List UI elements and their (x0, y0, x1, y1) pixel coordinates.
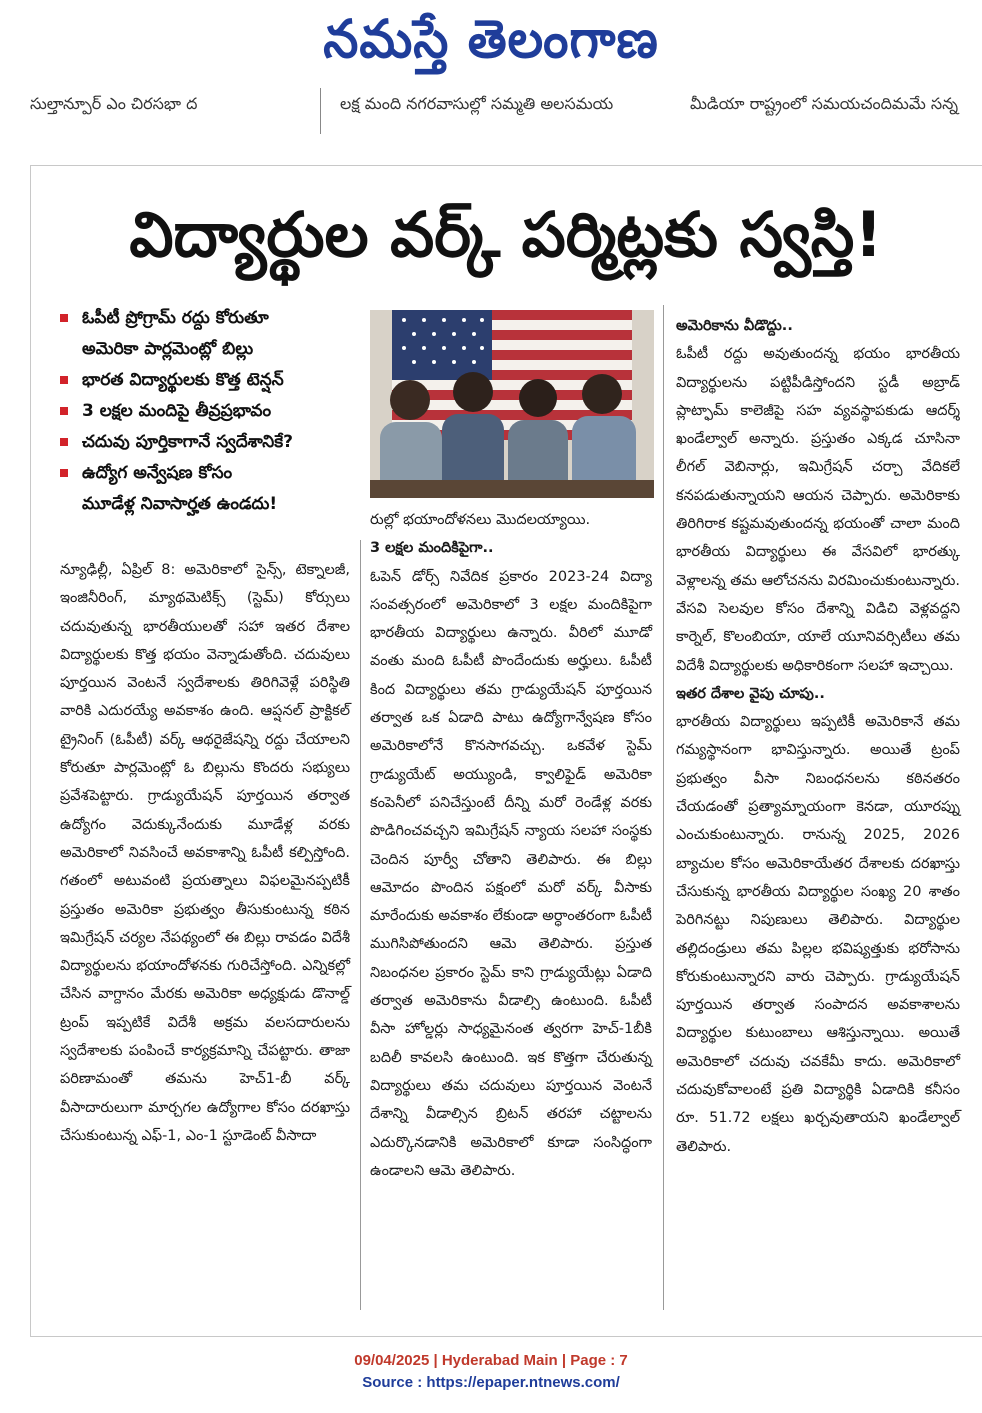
highlight-line: ఓపీటీ ప్రోగ్రామ్ రద్దు కోరుతూ (82, 308, 269, 328)
newspaper-logo: నమస్తే తెలంగాణ (323, 8, 659, 70)
highlights-list (58, 303, 358, 520)
paragraph: భారతీయ విద్యార్థులు ఇప్పటికీ అమెరికానే తమ గమ్యస్థానంగా భావిస్తున్నారు. అయితే ట్రంప్ ప్రభుత్వం వీసా నిబంధనలను కఠినతరం చేయడంతో ప్రత్యామ్నాయంగా కెనడా, యూరప్ను ఎంచుకుంటున్నారు. రానున్న 2025, 2026 బ్యాచుల కోసం అమెరికాయేతర దేశాలకు దరఖాస్తు చేసుకున్న భారతీయ విద్యార్థుల సంఖ్య 20 శాతం పెరిగినట్టు నిపుణులు తెలిపారు. విద్యార్థుల తల్లిదండ్రులు తమ పిల్లల భవిష్యత్తుకు భరోసాను కోరుకుంటున్నారని వారు చెప్పారు. గ్రాడ్యుయేషన్ పూర్తయిన తర్వాత సంపాదన అవకాశాలను విద్యార్థుల కుటుంబాలు ఆశిస్తున్నాయి. అయితే అమెరికాలో చదువు చవకేమీ కాదు. అమెరికాలో చదువుకోవాలంటే ప్రతి విద్యార్థికి ఏడాదికి కనీసం రూ. 51.72 లక్షలు ఖర్చవుతాయని ఖండేల్వాల్ తెలిపారు. (676, 714, 960, 1155)
masthead (0, 0, 982, 80)
highlight-line: మూడేళ్ల నివాసార్హత ఉండదు! (82, 494, 278, 514)
strip-text-left: సుల్తాన్పూర్ ఎం చిరసభా ద (30, 94, 198, 113)
subheading: అమెరికాను వీడొద్దు.. (676, 318, 793, 334)
subheading: 3 లక్షల మందికిపైగా.. (370, 540, 494, 557)
photo-illustration (370, 310, 654, 498)
top-strip-right (690, 88, 982, 134)
highlight-item (58, 396, 358, 427)
article-column-2 (370, 506, 652, 1185)
students-flag-photo (370, 310, 654, 498)
article-column-1 (60, 556, 350, 1150)
bullet-square-icon (60, 407, 68, 415)
bullet-square-icon (60, 469, 68, 477)
highlight-line: ఉద్యోగ అన్వేషణ కోసం (82, 463, 233, 483)
column-divider (360, 540, 361, 1310)
bullet-square-icon (60, 376, 68, 384)
highlight-line: అమెరికా పార్లమెంట్లో బిల్లు (82, 339, 254, 359)
top-strip-middle (340, 88, 670, 134)
paragraph: ఓపెన్ డోర్స్ నివేదిక ప్రకారం 2023-24 విద్యా సంవత్సరంలో అమెరికాలో 3 లక్షల మందికిపైగా భారతీయ విద్యార్థులు ఉన్నారు. వీరిలో మూడో వంతు మంది ఓపీటీ పొందేందుకు అర్హులు. ఓపీటీ కింద విద్యార్థులు తమ గ్రాడ్యుయేషన్ పూర్తయిన తర్వాత ఒక ఏడాది పాటు ఉద్యోగాన్వేషణ కోసం అమెరికాలోనే కొనసాగవచ్చు. ఒకవేళ స్టెమ్ గ్రాడ్యుయేట్ అయ్యుండి, క్వాలిఫైడ్ అమెరికా కంపెనీలో పనిచేస్తుంటే దీన్ని మరో రెండేళ్ల వరకు పొడిగించవచ్చని ఇమిగ్రేషన్ న్యాయ సలహా సంస్థకు చెందిన పూర్వీ చోతాని తెలిపారు. ఈ బిల్లు ఆమోదం పొందిన పక్షంలో మరో వర్క్ వీసాకు మారేందుకు అవకాశం లేకుండా అర్ధాంతరంగా ఓపీటీ ముగిసిపోతుందని ఆమె తెలిపారు. ప్రస్తుత నిబంధనల ప్రకారం స్టెమ్ కాని గ్రాడ్యుయేట్లు ఏడాది తర్వాత అమెరికాను వీడాల్సి ఉంటుంది. ఓపీటీ వీసా హోల్డర్లు సాధ్యమైనంత త్వరగా హెచ్-1బీకి బదిలీ కావలసి ఉంటుంది. ఇక కొత్తగా చేరుతున్న విద్యార్థులు తమ చదువులు పూర్తయిన వెంటనే దేశాన్ని వీడాల్సిన బ్రిటన్ తరహా చట్టాలను ఎదుర్కొనడానికి అమెరికాలో కూడా సంసిద్ధంగా ఉండాలని ఆమె తెలిపారు. (370, 568, 652, 1179)
top-strip-left (30, 88, 321, 134)
paragraph: ఓపీటీ రద్దు అవుతుందన్న భయం భారతీయ విద్యార్థులను పట్టిపీడిస్తోందని స్టడీ అబ్రాడ్ ప్లాట్ఫామ్ కాలెజీపై సహ వ్యవస్థాపకుడు ఆదర్శ్ ఖండేల్వాల్ అన్నారు. ప్రస్తుతం ఎక్కడ చూసినా లీగల్ వెబినార్లు, ఇమిగ్రేషన్ చర్చా వేదికలే కనపడుతున్నాయని ఆయన చెప్పారు. అమెరికాకు తిరిగిరాక కష్టమవుతుందన్న భయంతో చాలా మంది భారతీయ విద్యార్థులు ఈ వేసవిలో భారత్కు వెళ్లాలన్న తమ ఆలోచనను విరమించుకుంటున్నారు. వేసవి సెలవుల కోసం దేశాన్ని విడిచి వెళ్లవద్దని కార్నెల్, కొలంబియా, యాలే యూనివర్సిటీలు తమ విదేశీ విద్యార్థులకు అధికారికంగా సలహా ఇచ్చాయి. (676, 346, 960, 674)
subheading: ఇతర దేశాల వైపు చూపు.. (676, 685, 825, 702)
strip-text-right: మీడియా రాష్ట్రంలో సమయచందిమమే సన్న (690, 94, 959, 113)
highlight-item (58, 427, 358, 458)
highlight-item (58, 458, 358, 520)
footer-date-edition: 09/04/2025 | Hyderabad Main | Page : 7 (354, 1352, 628, 1369)
highlight-line: 3 లక్షల మందిపై తీవ్రప్రభావం (82, 401, 272, 421)
article-column-3 (676, 312, 960, 1161)
page-footer (0, 1350, 982, 1394)
bullet-square-icon (60, 314, 68, 322)
paragraph: న్యూఢిల్లీ, ఏప్రిల్ 8: అమెరికాలో సైన్స్, టెక్నాలజీ, ఇంజినీరింగ్, మ్యాథమెటిక్స్ (స్టెమ్) కోర్సులు చదువుతున్న భారతీయులతో సహా ఇతర దేశాల విద్యార్థులకు కొత్త భయం వెన్నాడుతోంది. చదువులు పూర్తయిన వెంటనే స్వదేశాలకు తిరిగివెళ్లే పరిస్థితి వారికి ఎదురయ్యే అవకాశం ఉంది. ఆప్షనల్ ప్రాక్టికల్ ట్రైనింగ్ (ఓపీటీ) వర్క్ ఆథరైజేషన్ని రద్దు చేయాలని కోరుతూ పార్లమెంట్లో ఓ బిల్లును కొందరు సభ్యులు ప్రవేశపెట్టారు. గ్రాడ్యుయేషన్ పూర్తయిన తర్వాత ఉద్యోగం వెదుక్కునేందుకు మూడేళ్ల వరకు అమెరికాలో నివసించే అవకాశాన్ని ఓపీటీ కల్పిస్తోంది. గతంలో అటువంటి ప్రయత్నాలు విఫలమైనప్పటికీ ప్రస్తుతం అమెరికా ప్రభుత్వం తీసుకుంటున్న కఠిన ఇమిగ్రేషన్ చర్యల నేపథ్యంలో ఈ బిల్లు రావడం విదేశీ విద్యార్థులను భయాందోళనకు గురిచేస్తోంది. ఎన్నికల్లో చేసిన వాగ్దానం మేరకు అమెరికా అధ్యక్షుడు డొనాల్డ్ ట్రంప్ ఇప్పటికే విదేశీ అక్రమ వలసదారులను స్వదేశాలకు పంపించే కార్యక్రమాన్ని చేపట్టారు. తాజా పరిణామంతో తమను హెచ్1-బీ వర్క్ వీసాదారులుగా మార్చగల ఉద్యోగాల కోసం దరఖాస్తు చేసుకుంటున్న ఎఫ్-1, ఎం-1 స్టూడెంట్ వీసాదా (60, 562, 350, 1144)
highlight-line: చదువు పూర్తికాగానే స్వదేశానికే? (82, 432, 293, 452)
strip-text-middle: లక్ష మంది నగరవాసుల్లో సమ్మతి అలసమయ (340, 94, 614, 113)
article-headline: విద్యార్థుల వర్క్ పర్మిట్లకు స్వస్తి! (129, 198, 883, 271)
bullet-square-icon (60, 438, 68, 446)
highlight-line: భారత విద్యార్థులకు కొత్త టెన్షన్ (82, 370, 284, 390)
column-divider (663, 305, 664, 1310)
highlight-item (58, 303, 358, 365)
highlight-item (58, 365, 358, 396)
paragraph: రుల్లో భయాందోళనలు మొదలయ్యాయి. (370, 512, 591, 528)
footer-source-link[interactable]: Source : https://epaper.ntnews.com/ (362, 1374, 620, 1391)
